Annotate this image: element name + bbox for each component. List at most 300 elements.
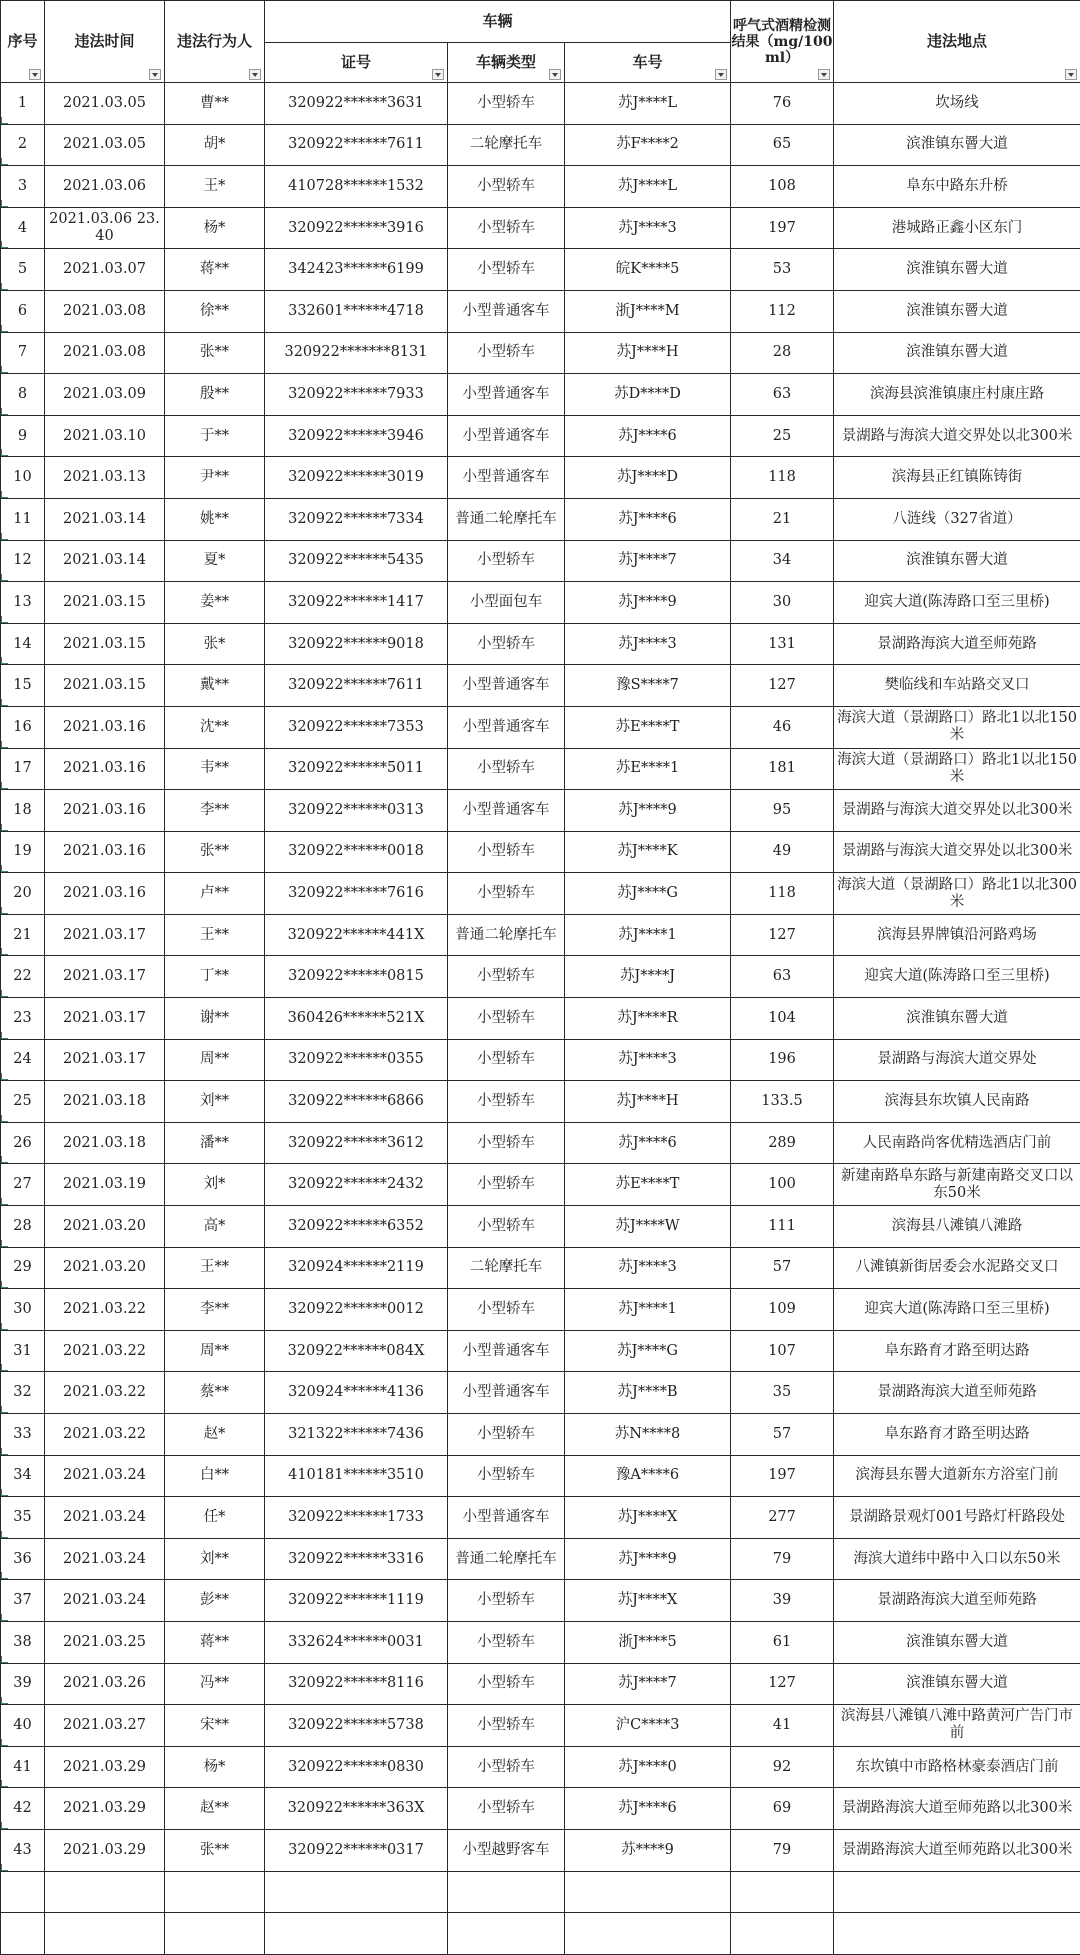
cell-time[interactable]: 2021.03.06 23.40 — [45, 207, 165, 249]
cell-seq[interactable]: 18 — [1, 790, 45, 832]
cell-location[interactable]: 景湖路海滨大道至师苑路以北300米 — [834, 1829, 1080, 1871]
cell-seq[interactable]: 13 — [1, 582, 45, 624]
cell-type[interactable]: 小型普通客车 — [448, 706, 565, 748]
empty-cell[interactable] — [565, 1871, 731, 1913]
cell-plate[interactable]: 苏J****K — [565, 831, 731, 873]
cell-seq[interactable]: 36 — [1, 1538, 45, 1580]
cell-type[interactable]: 小型轿车 — [448, 1663, 565, 1705]
cell-plate[interactable]: 苏J****L — [565, 166, 731, 208]
cell-seq[interactable]: 1 — [1, 83, 45, 125]
cell-location[interactable]: 迎宾大道(陈涛路口至三里桥) — [834, 956, 1080, 998]
cell-location[interactable]: 景湖路与海滨大道交界处以北300米 — [834, 415, 1080, 457]
cell-plate[interactable]: 苏J****H — [565, 332, 731, 374]
cell-id[interactable]: 320922******441X — [265, 914, 448, 956]
cell-location[interactable]: 港城路正鑫小区东门 — [834, 207, 1080, 249]
cell-type[interactable]: 小型轿车 — [448, 1746, 565, 1788]
cell-location[interactable]: 景湖路与海滨大道交界处以北300米 — [834, 790, 1080, 832]
cell-id[interactable]: 320922******7611 — [265, 124, 448, 166]
cell-plate[interactable]: 苏J****B — [565, 1372, 731, 1414]
cell-plate[interactable]: 苏F****2 — [565, 124, 731, 166]
cell-alcohol[interactable]: 197 — [731, 207, 834, 249]
cell-person[interactable]: 刘* — [165, 1164, 265, 1206]
cell-seq[interactable]: 10 — [1, 457, 45, 499]
cell-plate[interactable]: 苏J****G — [565, 1330, 731, 1372]
cell-plate[interactable]: 苏****9 — [565, 1829, 731, 1871]
cell-type[interactable]: 普通二轮摩托车 — [448, 914, 565, 956]
cell-plate[interactable]: 苏J****1 — [565, 914, 731, 956]
cell-type[interactable]: 小型轿车 — [448, 332, 565, 374]
cell-type[interactable]: 小型轿车 — [448, 1164, 565, 1206]
cell-alcohol[interactable]: 108 — [731, 166, 834, 208]
cell-plate[interactable]: 苏J****H — [565, 1081, 731, 1123]
cell-alcohol[interactable]: 197 — [731, 1455, 834, 1497]
cell-alcohol[interactable]: 49 — [731, 831, 834, 873]
empty-cell[interactable] — [1, 1871, 45, 1913]
cell-alcohol[interactable]: 127 — [731, 914, 834, 956]
cell-plate[interactable]: 苏J****X — [565, 1497, 731, 1539]
cell-person[interactable]: 赵** — [165, 1788, 265, 1830]
cell-plate[interactable]: 苏J****6 — [565, 1122, 731, 1164]
cell-alcohol[interactable]: 57 — [731, 1414, 834, 1456]
cell-seq[interactable]: 33 — [1, 1414, 45, 1456]
cell-location[interactable]: 滨海县八滩镇八滩路 — [834, 1206, 1080, 1248]
cell-time[interactable]: 2021.03.16 — [45, 790, 165, 832]
cell-time[interactable]: 2021.03.26 — [45, 1663, 165, 1705]
cell-plate[interactable]: 豫A****6 — [565, 1455, 731, 1497]
cell-person[interactable]: 张** — [165, 332, 265, 374]
cell-location[interactable]: 八涟线（327省道） — [834, 498, 1080, 540]
cell-person[interactable]: 李** — [165, 1289, 265, 1331]
cell-time[interactable]: 2021.03.19 — [45, 1164, 165, 1206]
filter-dropdown-icon[interactable] — [1065, 69, 1077, 80]
cell-type[interactable]: 小型轿车 — [448, 83, 565, 125]
cell-person[interactable]: 曹** — [165, 83, 265, 125]
cell-seq[interactable]: 12 — [1, 540, 45, 582]
cell-location[interactable]: 景湖路与海滨大道交界处 — [834, 1039, 1080, 1081]
cell-person[interactable]: 张* — [165, 623, 265, 665]
cell-time[interactable]: 2021.03.16 — [45, 873, 165, 915]
cell-location[interactable]: 景湖路海滨大道至师苑路 — [834, 623, 1080, 665]
cell-id[interactable]: 320922******9018 — [265, 623, 448, 665]
cell-seq[interactable]: 37 — [1, 1580, 45, 1622]
cell-type[interactable]: 二轮摩托车 — [448, 124, 565, 166]
cell-time[interactable]: 2021.03.24 — [45, 1538, 165, 1580]
cell-plate[interactable]: 苏J****W — [565, 1206, 731, 1248]
cell-time[interactable]: 2021.03.24 — [45, 1580, 165, 1622]
cell-plate[interactable]: 苏J****3 — [565, 1247, 731, 1289]
cell-location[interactable]: 滨淮镇东罾大道 — [834, 124, 1080, 166]
cell-alcohol[interactable]: 289 — [731, 1122, 834, 1164]
cell-plate[interactable]: 苏J****1 — [565, 1289, 731, 1331]
filter-dropdown-icon[interactable] — [549, 69, 561, 80]
cell-alcohol[interactable]: 25 — [731, 415, 834, 457]
cell-alcohol[interactable]: 46 — [731, 706, 834, 748]
cell-id[interactable]: 320922******7611 — [265, 665, 448, 707]
cell-seq[interactable]: 39 — [1, 1663, 45, 1705]
cell-id[interactable]: 320922******7616 — [265, 873, 448, 915]
cell-time[interactable]: 2021.03.27 — [45, 1705, 165, 1747]
cell-id[interactable]: 320922******3019 — [265, 457, 448, 499]
cell-person[interactable]: 潘** — [165, 1122, 265, 1164]
cell-alcohol[interactable]: 92 — [731, 1746, 834, 1788]
cell-location[interactable]: 滨海县正红镇陈铸街 — [834, 457, 1080, 499]
cell-person[interactable]: 王** — [165, 914, 265, 956]
cell-location[interactable]: 滨海县滨淮镇康庄村康庄路 — [834, 374, 1080, 416]
cell-time[interactable]: 2021.03.15 — [45, 665, 165, 707]
cell-person[interactable]: 姚** — [165, 498, 265, 540]
cell-person[interactable]: 周** — [165, 1039, 265, 1081]
cell-seq[interactable]: 26 — [1, 1122, 45, 1164]
cell-alcohol[interactable]: 79 — [731, 1829, 834, 1871]
cell-time[interactable]: 2021.03.16 — [45, 831, 165, 873]
cell-type[interactable]: 小型普通客车 — [448, 290, 565, 332]
cell-alcohol[interactable]: 277 — [731, 1497, 834, 1539]
cell-plate[interactable]: 苏J****6 — [565, 498, 731, 540]
cell-id[interactable]: 321322******7436 — [265, 1414, 448, 1456]
cell-alcohol[interactable]: 41 — [731, 1705, 834, 1747]
cell-type[interactable]: 小型轿车 — [448, 748, 565, 790]
empty-cell[interactable] — [448, 1913, 565, 1955]
cell-alcohol[interactable]: 30 — [731, 582, 834, 624]
cell-seq[interactable]: 40 — [1, 1705, 45, 1747]
cell-id[interactable]: 320922******5011 — [265, 748, 448, 790]
cell-location[interactable]: 滨海县八滩镇八滩中路黄河广告门市前 — [834, 1705, 1080, 1747]
cell-plate[interactable]: 苏E****1 — [565, 748, 731, 790]
cell-type[interactable]: 小型普通客车 — [448, 1372, 565, 1414]
cell-alcohol[interactable]: 104 — [731, 998, 834, 1040]
cell-location[interactable]: 景湖路与海滨大道交界处以北300米 — [834, 831, 1080, 873]
cell-plate[interactable]: 苏J****G — [565, 873, 731, 915]
cell-person[interactable]: 杨* — [165, 207, 265, 249]
cell-id[interactable]: 320922******1417 — [265, 582, 448, 624]
cell-id[interactable]: 320922******3946 — [265, 415, 448, 457]
cell-type[interactable]: 小型轿车 — [448, 1621, 565, 1663]
cell-seq[interactable]: 11 — [1, 498, 45, 540]
cell-seq[interactable]: 2 — [1, 124, 45, 166]
cell-id[interactable]: 320922******3916 — [265, 207, 448, 249]
cell-seq[interactable]: 4 — [1, 207, 45, 249]
cell-time[interactable]: 2021.03.22 — [45, 1414, 165, 1456]
cell-time[interactable]: 2021.03.20 — [45, 1247, 165, 1289]
cell-plate[interactable]: 苏J****7 — [565, 1663, 731, 1705]
cell-alcohol[interactable]: 34 — [731, 540, 834, 582]
cell-person[interactable]: 卢** — [165, 873, 265, 915]
cell-id[interactable]: 320922******3631 — [265, 83, 448, 125]
cell-location[interactable]: 八滩镇新街居委会水泥路交叉口 — [834, 1247, 1080, 1289]
cell-time[interactable]: 2021.03.17 — [45, 956, 165, 998]
cell-location[interactable]: 滨淮镇东罾大道 — [834, 998, 1080, 1040]
cell-person[interactable]: 彭** — [165, 1580, 265, 1622]
cell-id[interactable]: 410728******1532 — [265, 166, 448, 208]
cell-type[interactable]: 小型轿车 — [448, 540, 565, 582]
cell-person[interactable]: 韦** — [165, 748, 265, 790]
cell-time[interactable]: 2021.03.29 — [45, 1788, 165, 1830]
cell-type[interactable]: 小型轿车 — [448, 623, 565, 665]
cell-alcohol[interactable]: 61 — [731, 1621, 834, 1663]
cell-location[interactable]: 东坎镇中市路格林豪泰酒店门前 — [834, 1746, 1080, 1788]
cell-location[interactable]: 滨淮镇东罾大道 — [834, 1621, 1080, 1663]
cell-location[interactable]: 滨淮镇东罾大道 — [834, 332, 1080, 374]
cell-person[interactable]: 任* — [165, 1497, 265, 1539]
cell-time[interactable]: 2021.03.14 — [45, 540, 165, 582]
cell-seq[interactable]: 30 — [1, 1289, 45, 1331]
cell-type[interactable]: 小型轿车 — [448, 249, 565, 291]
cell-seq[interactable]: 34 — [1, 1455, 45, 1497]
cell-location[interactable]: 阜东路育才路至明达路 — [834, 1330, 1080, 1372]
cell-person[interactable]: 谢** — [165, 998, 265, 1040]
cell-plate[interactable]: 苏J****D — [565, 457, 731, 499]
cell-id[interactable]: 320924******4136 — [265, 1372, 448, 1414]
cell-time[interactable]: 2021.03.24 — [45, 1455, 165, 1497]
cell-location[interactable]: 滨淮镇东罾大道 — [834, 540, 1080, 582]
empty-cell[interactable] — [565, 1913, 731, 1955]
cell-type[interactable]: 小型普通客车 — [448, 457, 565, 499]
cell-type[interactable]: 小型普通客车 — [448, 415, 565, 457]
cell-time[interactable]: 2021.03.16 — [45, 748, 165, 790]
cell-time[interactable]: 2021.03.15 — [45, 582, 165, 624]
cell-seq[interactable]: 6 — [1, 290, 45, 332]
cell-type[interactable]: 普通二轮摩托车 — [448, 498, 565, 540]
cell-seq[interactable]: 25 — [1, 1081, 45, 1123]
cell-id[interactable]: 360426******521X — [265, 998, 448, 1040]
cell-plate[interactable]: 苏J****X — [565, 1580, 731, 1622]
cell-time[interactable]: 2021.03.10 — [45, 415, 165, 457]
filter-dropdown-icon[interactable] — [715, 69, 727, 80]
cell-type[interactable]: 小型普通客车 — [448, 1497, 565, 1539]
cell-id[interactable]: 410181******3510 — [265, 1455, 448, 1497]
cell-alcohol[interactable]: 39 — [731, 1580, 834, 1622]
cell-time[interactable]: 2021.03.05 — [45, 83, 165, 125]
cell-alcohol[interactable]: 181 — [731, 748, 834, 790]
cell-plate[interactable]: 沪C****3 — [565, 1705, 731, 1747]
cell-plate[interactable]: 苏J****9 — [565, 790, 731, 832]
filter-dropdown-icon[interactable] — [149, 69, 161, 80]
cell-plate[interactable]: 苏J****J — [565, 956, 731, 998]
cell-person[interactable]: 丁** — [165, 956, 265, 998]
cell-location[interactable]: 海滨大道纬中路中入口以东50米 — [834, 1538, 1080, 1580]
cell-time[interactable]: 2021.03.16 — [45, 706, 165, 748]
cell-seq[interactable]: 43 — [1, 1829, 45, 1871]
cell-time[interactable]: 2021.03.29 — [45, 1829, 165, 1871]
cell-seq[interactable]: 41 — [1, 1746, 45, 1788]
cell-location[interactable]: 景湖路海滨大道至师苑路以北300米 — [834, 1788, 1080, 1830]
cell-plate[interactable]: 苏E****T — [565, 706, 731, 748]
cell-type[interactable]: 小型越野客车 — [448, 1829, 565, 1871]
cell-id[interactable]: 320922******0018 — [265, 831, 448, 873]
empty-cell[interactable] — [45, 1913, 165, 1955]
empty-cell[interactable] — [1, 1913, 45, 1955]
cell-person[interactable]: 胡* — [165, 124, 265, 166]
cell-type[interactable]: 小型轿车 — [448, 1580, 565, 1622]
cell-person[interactable]: 于** — [165, 415, 265, 457]
cell-alcohol[interactable]: 21 — [731, 498, 834, 540]
cell-type[interactable]: 小型轿车 — [448, 1788, 565, 1830]
cell-time[interactable]: 2021.03.09 — [45, 374, 165, 416]
cell-alcohol[interactable]: 57 — [731, 1247, 834, 1289]
cell-person[interactable]: 沈** — [165, 706, 265, 748]
cell-seq[interactable]: 42 — [1, 1788, 45, 1830]
cell-seq[interactable]: 16 — [1, 706, 45, 748]
cell-id[interactable]: 320922******2432 — [265, 1164, 448, 1206]
cell-time[interactable]: 2021.03.07 — [45, 249, 165, 291]
empty-cell[interactable] — [731, 1871, 834, 1913]
empty-cell[interactable] — [165, 1871, 265, 1913]
cell-alcohol[interactable]: 69 — [731, 1788, 834, 1830]
cell-id[interactable]: 320924******2119 — [265, 1247, 448, 1289]
empty-cell[interactable] — [731, 1913, 834, 1955]
cell-person[interactable]: 徐** — [165, 290, 265, 332]
cell-location[interactable]: 迎宾大道(陈涛路口至三里桥) — [834, 1289, 1080, 1331]
cell-person[interactable]: 宋** — [165, 1705, 265, 1747]
cell-plate[interactable]: 苏D****D — [565, 374, 731, 416]
cell-seq[interactable]: 27 — [1, 1164, 45, 1206]
cell-location[interactable]: 阜东路育才路至明达路 — [834, 1414, 1080, 1456]
cell-time[interactable]: 2021.03.22 — [45, 1289, 165, 1331]
cell-person[interactable]: 姜** — [165, 582, 265, 624]
cell-seq[interactable]: 29 — [1, 1247, 45, 1289]
cell-seq[interactable]: 5 — [1, 249, 45, 291]
cell-person[interactable]: 夏* — [165, 540, 265, 582]
cell-time[interactable]: 2021.03.08 — [45, 332, 165, 374]
cell-person[interactable]: 王** — [165, 1247, 265, 1289]
empty-cell[interactable] — [165, 1913, 265, 1955]
empty-cell[interactable] — [834, 1871, 1080, 1913]
cell-location[interactable]: 迎宾大道(陈涛路口至三里桥) — [834, 582, 1080, 624]
cell-type[interactable]: 小型面包车 — [448, 582, 565, 624]
cell-plate[interactable]: 苏E****T — [565, 1164, 731, 1206]
cell-time[interactable]: 2021.03.15 — [45, 623, 165, 665]
cell-person[interactable]: 张** — [165, 831, 265, 873]
cell-plate[interactable]: 苏N****8 — [565, 1414, 731, 1456]
cell-location[interactable]: 海滨大道（景湖路口）路北1以北150米 — [834, 748, 1080, 790]
cell-person[interactable]: 周** — [165, 1330, 265, 1372]
empty-cell[interactable] — [448, 1871, 565, 1913]
cell-type[interactable]: 小型轿车 — [448, 1081, 565, 1123]
cell-seq[interactable]: 20 — [1, 873, 45, 915]
cell-id[interactable]: 320922******3316 — [265, 1538, 448, 1580]
cell-person[interactable]: 尹** — [165, 457, 265, 499]
cell-alcohol[interactable]: 118 — [731, 457, 834, 499]
cell-alcohol[interactable]: 79 — [731, 1538, 834, 1580]
cell-time[interactable]: 2021.03.20 — [45, 1206, 165, 1248]
cell-id[interactable]: 320922******6352 — [265, 1206, 448, 1248]
empty-cell[interactable] — [265, 1913, 448, 1955]
cell-id[interactable]: 320922******7933 — [265, 374, 448, 416]
cell-plate[interactable]: 苏J****3 — [565, 623, 731, 665]
cell-type[interactable]: 小型轿车 — [448, 207, 565, 249]
cell-seq[interactable]: 21 — [1, 914, 45, 956]
cell-type[interactable]: 小型轿车 — [448, 1705, 565, 1747]
cell-person[interactable]: 李** — [165, 790, 265, 832]
cell-location[interactable]: 阜东中路东升桥 — [834, 166, 1080, 208]
cell-person[interactable]: 戴** — [165, 665, 265, 707]
cell-id[interactable]: 320922******0355 — [265, 1039, 448, 1081]
cell-type[interactable]: 小型轿车 — [448, 1414, 565, 1456]
cell-location[interactable]: 滨海县界牌镇沿河路鸡场 — [834, 914, 1080, 956]
cell-id[interactable]: 320922******0313 — [265, 790, 448, 832]
cell-id[interactable]: 320922******1733 — [265, 1497, 448, 1539]
cell-id[interactable]: 320922******0815 — [265, 956, 448, 998]
cell-id[interactable]: 320922******5435 — [265, 540, 448, 582]
cell-time[interactable]: 2021.03.17 — [45, 1039, 165, 1081]
cell-id[interactable]: 320922******0830 — [265, 1746, 448, 1788]
cell-seq[interactable]: 14 — [1, 623, 45, 665]
cell-seq[interactable]: 22 — [1, 956, 45, 998]
cell-alcohol[interactable]: 63 — [731, 956, 834, 998]
cell-time[interactable]: 2021.03.24 — [45, 1497, 165, 1539]
cell-seq[interactable]: 31 — [1, 1330, 45, 1372]
cell-type[interactable]: 小型普通客车 — [448, 374, 565, 416]
cell-person[interactable]: 蔡** — [165, 1372, 265, 1414]
cell-alcohol[interactable]: 131 — [731, 623, 834, 665]
cell-time[interactable]: 2021.03.08 — [45, 290, 165, 332]
cell-time[interactable]: 2021.03.18 — [45, 1081, 165, 1123]
cell-type[interactable]: 小型轿车 — [448, 831, 565, 873]
cell-seq[interactable]: 24 — [1, 1039, 45, 1081]
cell-plate[interactable]: 苏J****9 — [565, 1538, 731, 1580]
cell-id[interactable]: 320922******1119 — [265, 1580, 448, 1622]
cell-alcohol[interactable]: 28 — [731, 332, 834, 374]
cell-id[interactable]: 332624******0031 — [265, 1621, 448, 1663]
cell-alcohol[interactable]: 127 — [731, 665, 834, 707]
cell-time[interactable]: 2021.03.29 — [45, 1746, 165, 1788]
cell-seq[interactable]: 8 — [1, 374, 45, 416]
cell-plate[interactable]: 浙J****5 — [565, 1621, 731, 1663]
cell-id[interactable]: 320922******084X — [265, 1330, 448, 1372]
cell-alcohol[interactable]: 100 — [731, 1164, 834, 1206]
cell-alcohol[interactable]: 65 — [731, 124, 834, 166]
cell-id[interactable]: 320922******0012 — [265, 1289, 448, 1331]
cell-id[interactable]: 320922******0317 — [265, 1829, 448, 1871]
cell-time[interactable]: 2021.03.22 — [45, 1330, 165, 1372]
cell-time[interactable]: 2021.03.06 — [45, 166, 165, 208]
filter-dropdown-icon[interactable] — [432, 69, 444, 80]
cell-type[interactable]: 普通二轮摩托车 — [448, 1538, 565, 1580]
cell-location[interactable]: 景湖路景观灯001号路灯杆路段处 — [834, 1497, 1080, 1539]
cell-location[interactable]: 海滨大道（景湖路口）路北1以北300米 — [834, 873, 1080, 915]
cell-id[interactable]: 320922******7353 — [265, 706, 448, 748]
cell-alcohol[interactable]: 76 — [731, 83, 834, 125]
cell-seq[interactable]: 15 — [1, 665, 45, 707]
cell-location[interactable]: 樊临线和车站路交叉口 — [834, 665, 1080, 707]
cell-person[interactable]: 刘** — [165, 1081, 265, 1123]
cell-alcohol[interactable]: 107 — [731, 1330, 834, 1372]
cell-type[interactable]: 小型普通客车 — [448, 1330, 565, 1372]
cell-plate[interactable]: 苏J****L — [565, 83, 731, 125]
cell-plate[interactable]: 浙J****M — [565, 290, 731, 332]
cell-location[interactable]: 新建南路阜东路与新建南路交叉口以东50米 — [834, 1164, 1080, 1206]
cell-plate[interactable]: 皖K****5 — [565, 249, 731, 291]
cell-location[interactable]: 滨海县东罾大道新东方浴室门前 — [834, 1455, 1080, 1497]
cell-time[interactable]: 2021.03.05 — [45, 124, 165, 166]
cell-alcohol[interactable]: 127 — [731, 1663, 834, 1705]
cell-alcohol[interactable]: 35 — [731, 1372, 834, 1414]
cell-time[interactable]: 2021.03.17 — [45, 914, 165, 956]
cell-seq[interactable]: 28 — [1, 1206, 45, 1248]
cell-type[interactable]: 小型轿车 — [448, 1122, 565, 1164]
cell-type[interactable]: 小型轿车 — [448, 1455, 565, 1497]
cell-type[interactable]: 小型轿车 — [448, 873, 565, 915]
cell-seq[interactable]: 19 — [1, 831, 45, 873]
cell-type[interactable]: 小型轿车 — [448, 1039, 565, 1081]
cell-plate[interactable]: 苏J****7 — [565, 540, 731, 582]
cell-location[interactable]: 滨淮镇东罾大道 — [834, 290, 1080, 332]
cell-person[interactable]: 蒋** — [165, 249, 265, 291]
cell-seq[interactable]: 32 — [1, 1372, 45, 1414]
filter-dropdown-icon[interactable] — [249, 69, 261, 80]
cell-time[interactable]: 2021.03.17 — [45, 998, 165, 1040]
cell-alcohol[interactable]: 95 — [731, 790, 834, 832]
